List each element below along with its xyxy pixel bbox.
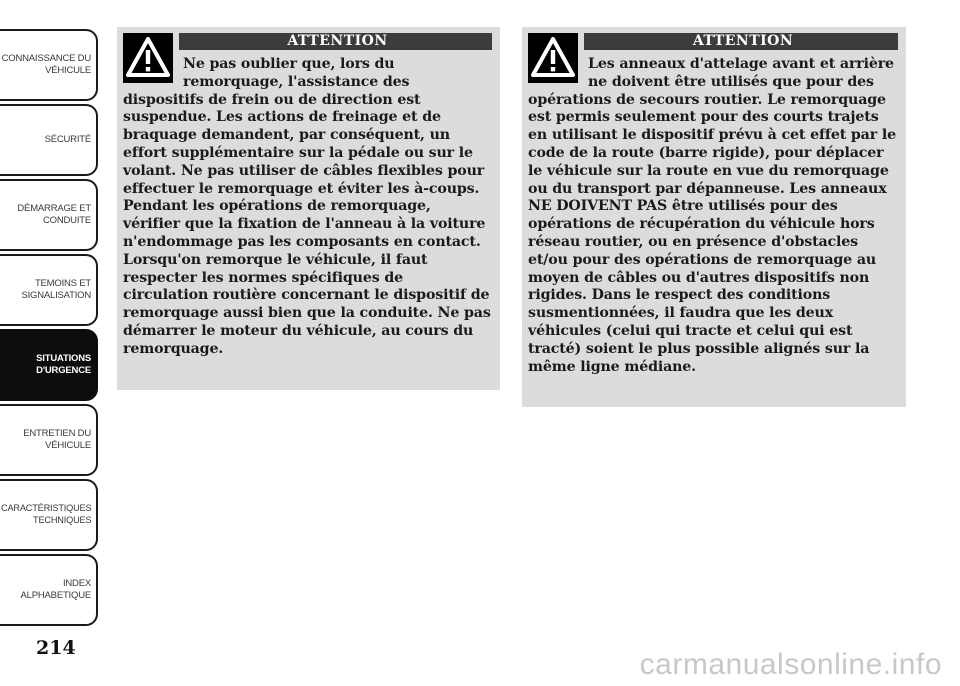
warning-box-towing-rings — [522, 27, 906, 407]
warning-text: Les anneaux d'attelage avant et arrière ne doivent être utilisés que pour des opérations de secours routier. Le remorquage est permis seulement pour des courts trajets en utilisant le dispositif prévu à cet effet par le code de la route (barre rigide), pour déplacer le véhicule sur la route en vue du remorquage ou du transport par dépanneuse. Les anneaux NE DOIVENT PAS être utilisés pour des opérations de récupération du véhicule hors réseau routier, ou en présence d'obstacles et/ou pour des opérations de remorquage au moyen de câbles ou d'autres dispositifs non rigides. Dans le respect des conditions susmentionnées, il faudra que les deux véhicules (celui qui tracte et celui qui est tracté) soient le plus possible alignés sur la même ligne médiane. — [528, 56, 896, 375]
page-number: 214 — [36, 637, 76, 659]
warning-header: ATTENTION — [179, 33, 492, 50]
tab-securite[interactable] — [0, 104, 98, 176]
tab-label: SÉCURITÉ — [44, 134, 91, 145]
tab-temoins-et-signalisation[interactable] — [0, 254, 98, 326]
tab-situations-d-urgence[interactable] — [0, 329, 98, 401]
chapter-sidebar — [0, 0, 101, 640]
warning-triangle-icon — [123, 33, 173, 83]
tab-caracteristiques-techniques[interactable] — [0, 479, 98, 551]
tab-index-alphabetique[interactable] — [0, 554, 98, 626]
warning-triangle-icon — [528, 33, 578, 83]
tab-label: TEMOINS ET SIGNALISATION — [21, 278, 91, 301]
tab-label: CONNAISSANCE DU VÉHICULE — [1, 53, 91, 76]
tab-label: DÉMARRAGE ET CONDUITE — [17, 203, 91, 226]
tab-label: INDEX ALPHABETIQUE — [20, 578, 91, 601]
tab-label: CARACTÉRISTIQUES TECHNIQUES — [0, 503, 91, 526]
warning-header: ATTENTION — [584, 33, 898, 50]
tab-entretien-du-vehicule[interactable] — [0, 404, 98, 476]
warning-text: Ne pas oublier que, lors du remorquage, l'assistance des dispositifs de frein ou de direction est suspendue. Les actions de freinage et de braquage demandent, par conséquent, un effort supplémentaire sur la pédale ou sur le volant. Ne pas utiliser de câbles flexibles pour effectuer le remorquage et éviter les à-coups. Pendant les opérations de remorquage, vérifier que la fixation de l'anneau à la voiture n'endommage pas les composants en contact. Lorsqu'on remorque le véhicule, il faut respecter les normes spécifiques de circulation routière concernant le dispositif de remorquage aussi bien que la conduite. Ne pas démarrer le moteur du véhicule, au cours du remorquage. — [123, 56, 491, 357]
watermark: carmanualsonline.info — [639, 648, 942, 681]
tab-label: SITUATIONS D'URGENCE — [36, 353, 91, 376]
tab-demarrage-et-conduite[interactable] — [0, 179, 98, 251]
tab-connaissance-du-vehicule[interactable] — [0, 29, 98, 101]
tab-label: ENTRETIEN DU VÉHICULE — [23, 428, 91, 451]
warning-box-towing — [117, 27, 500, 390]
